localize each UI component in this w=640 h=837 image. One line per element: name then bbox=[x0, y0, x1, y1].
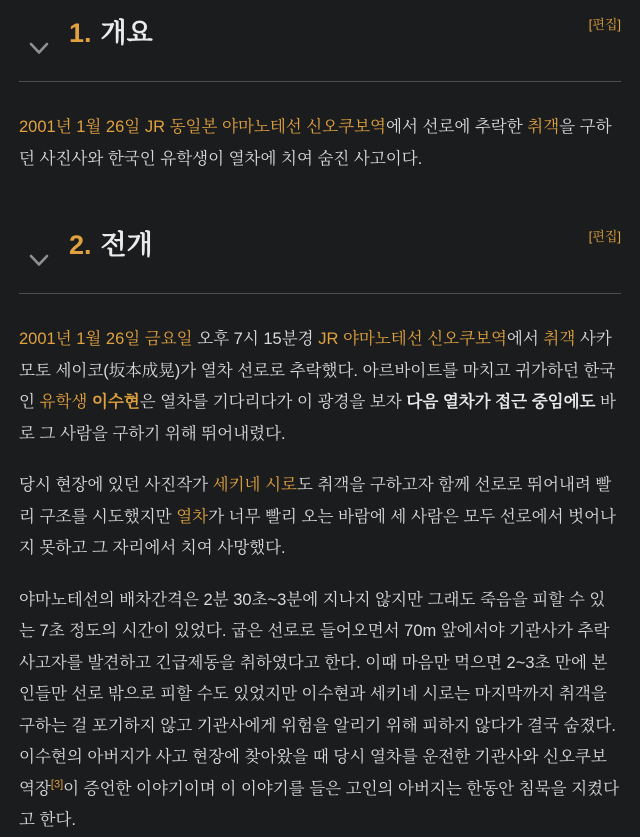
section-heading bbox=[19, 16, 621, 82]
section-title-text: 전개 bbox=[100, 230, 153, 260]
section-number: 1. bbox=[69, 18, 92, 48]
wiki-link[interactable]: 취객 bbox=[527, 118, 560, 136]
text: 야마노테선의 배차간격은 2분 30초~3분에 지나지 않지만 그래도 죽음을 피할 수 있는 7초 정도의 시간이 있었다. 굽은 선로로 들어오면서 70m 앞에서야 기관사가 추락 사고자를 발견하고 긴급제동을 취하였다고 한다. 이때 마음만 먹으면 2~3초 만에 본인들만 선로 밖으로 피할 수도 있었지만 이수현과 세키네 시로는 마지막까지 취객을 구하는 걸 포기하지 않고 기관사에게 위험을 알리기 위해 피하지 않다가 결국 숨졌다. 이수현의 아버지가 사고 현장에 찾아왔을 때 당시 열차를 운전한 기관사와 신오쿠보역장 bbox=[19, 590, 616, 798]
wiki-link[interactable]: 취객 bbox=[543, 330, 576, 348]
section-title-text: 개요 bbox=[100, 18, 153, 48]
section-title[interactable] bbox=[69, 16, 153, 50]
wiki-link[interactable]: JR 동일본 bbox=[144, 118, 218, 136]
wiki-link[interactable]: 열차 bbox=[176, 507, 209, 526]
wiki-link[interactable]: 이수현 bbox=[91, 393, 140, 411]
text: 을 구하던 사진사와 한국인 유학생이 열차에 치여 숨진 사고이다. bbox=[19, 118, 612, 168]
text: 사카모토 세이코(坂本成晃)가 열차 선로로 추락했다. 아르바이트를 마치고 귀가하던 한국인 bbox=[19, 330, 616, 411]
paragraph bbox=[19, 324, 621, 450]
text: 도 취객을 구하고자 함께 선로로 뛰어내려 빨리 구조를 시도했지만 bbox=[19, 476, 612, 526]
text: 가 너무 빨리 오는 바람에 세 사람은 모두 선로에서 벗어나지 못하고 그 자리에서 치여 사망했다. bbox=[19, 507, 616, 557]
section-number: 2. bbox=[69, 230, 92, 260]
wiki-link[interactable]: JR 야마노테선 신오쿠보역 bbox=[318, 330, 507, 348]
wiki-link[interactable]: 신오쿠보역 bbox=[306, 118, 386, 136]
paragraph bbox=[19, 112, 621, 175]
footnote-ref[interactable]: [3] bbox=[50, 778, 64, 790]
section-development bbox=[19, 228, 621, 837]
section-heading bbox=[19, 228, 621, 294]
wiki-link[interactable]: 2001년 1월 26일 bbox=[19, 118, 141, 136]
edit-link[interactable]: [편집] bbox=[588, 17, 621, 32]
section-overview bbox=[19, 16, 621, 175]
chevron-down-icon[interactable] bbox=[29, 42, 49, 55]
text: 오후 7시 15분경 bbox=[192, 330, 319, 348]
wiki-link[interactable]: 세키네 시로 bbox=[212, 476, 297, 494]
text: 당시 현장에 있던 사진작가 bbox=[19, 476, 213, 494]
wiki-link[interactable]: 2001년 1월 26일 금요일 bbox=[19, 330, 193, 348]
text: 이 증언한 이야기이며 이 이야기를 들은 고인의 아버지는 한동안 침묵을 지켰다고 한다. bbox=[19, 779, 620, 829]
paragraph bbox=[19, 585, 621, 837]
text: 에서 bbox=[506, 330, 544, 348]
bold-text: 다음 열차가 접근 중임에도 bbox=[406, 393, 596, 411]
text: 바로 그 사람을 구하기 위해 뛰어내렸다. bbox=[19, 393, 616, 443]
wiki-link[interactable]: 야마노테선 bbox=[222, 118, 302, 136]
section-title[interactable] bbox=[69, 228, 153, 262]
section-body bbox=[19, 82, 621, 175]
text: 은 열차를 기다리다가 이 광경을 보자 bbox=[139, 393, 407, 411]
text: 에서 선로에 추락한 bbox=[386, 118, 528, 136]
section-body bbox=[19, 294, 621, 837]
chevron-down-icon[interactable] bbox=[29, 254, 49, 267]
edit-link[interactable]: [편집] bbox=[588, 229, 621, 244]
wiki-link[interactable]: 유학생 bbox=[39, 393, 88, 411]
paragraph bbox=[19, 470, 621, 565]
